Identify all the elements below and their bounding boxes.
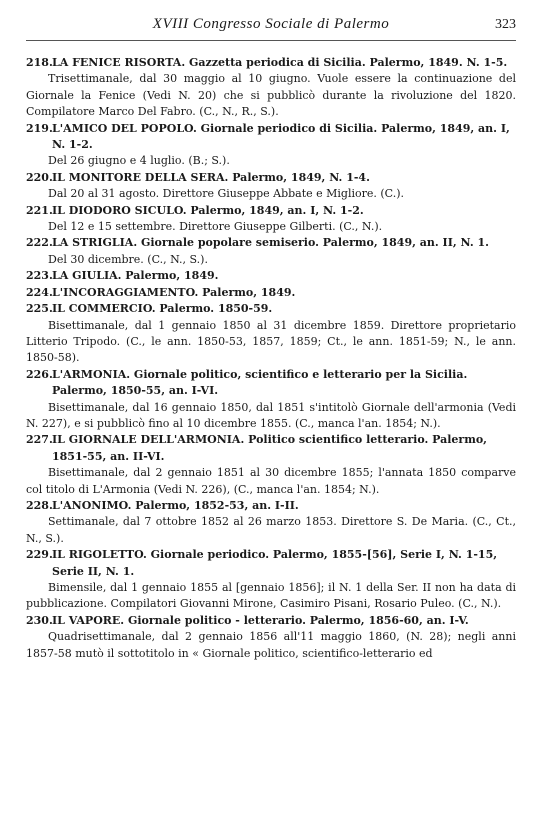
- page-number: 323: [495, 17, 516, 32]
- entry-title: IL RIGOLETTO. Giornale periodico. Palermo, 1855-[56], Serie I, N. 1-15, Serie II, N. 1.: [52, 548, 498, 578]
- bibliography-entry: [26, 547, 516, 613]
- bibliography-entry: [26, 301, 516, 367]
- entry-heading: [26, 121, 516, 154]
- bibliography-entry: [26, 498, 516, 547]
- entry-description: Bimensile, dal 1 gennaio 1855 al [gennaio 1856]; il N. 1 della Ser. II non ha data di pubblicazione. Compilatori Giovanni Mirone, Casimiro Pisani, Rosario Puleo. (C., N.).: [26, 581, 516, 611]
- bibliography-entry: [26, 432, 516, 498]
- bibliography-entry: [26, 235, 516, 268]
- bibliography-entry: [26, 203, 516, 236]
- entry-heading: [26, 367, 516, 400]
- bibliography-entry: [26, 121, 516, 170]
- bibliography-entry: [26, 367, 516, 433]
- entry-description: Bisettimanale, dal 16 gennaio 1850, dal 1851 s'intitolò Giornale dell'armonia (Vedi N. 227), e si pubblicò fino al 10 dicembre 1855. (C., manca l'an. 1854; N.).: [26, 400, 516, 430]
- entry-heading: [26, 268, 516, 284]
- entry-title: IL VAPORE. Giornale politico - letterario. Palermo, 1856-60, an. I-V.: [52, 613, 469, 627]
- entry-heading: [26, 432, 516, 465]
- entry-heading: [26, 170, 516, 186]
- entry-heading: [26, 301, 516, 317]
- entry-title: LA STRIGLIA. Giornale popolare semiserio. Palermo, 1849, an. II, N. 1.: [52, 236, 489, 250]
- entry-title: IL GIORNALE DELL'ARMONIA. Politico scientifico letterario. Palermo, 1851-55, an. II-VI.: [52, 433, 487, 463]
- entry-number: 221.: [26, 203, 53, 217]
- entry-title: LA FENICE RISORTA. Gazzetta periodica di Sicilia. Palermo, 1849. N. 1-5.: [52, 56, 508, 69]
- entry-heading: [26, 547, 516, 580]
- entry-number: 222.: [26, 236, 53, 250]
- entry-description: Quadrisettimanale, dal 2 gennaio 1856 all'11 maggio 1860, (N. 28); negli anni 1857-58 mutò il sottotitolo in « Giornale politico, scientifico-letterario ed: [26, 630, 516, 660]
- entry-title: IL COMMERCIO. Palermo. 1850-59.: [52, 302, 273, 316]
- entry-description: Bisettimanale, dal 1 gennaio 1850 al 31 dicembre 1859. Direttore proprietario Litterio Tripodo. (C., le ann. 1850-53, 1857, 1859; Ct., le ann. 1851-59; N., le ann. 1850-58).: [26, 318, 516, 365]
- entry-title: L'ANONIMO. Palermo, 1852-53, an. I-II.: [52, 498, 299, 512]
- entry-number: 219.: [26, 121, 53, 135]
- bibliography-entry: [26, 55, 516, 121]
- entry-number: 220.: [26, 170, 53, 184]
- entry-number: 224.: [26, 285, 53, 299]
- entry-title: L'ARMONIA. Giornale politico, scientifico e letterario per la Sicilia. Palermo, 1850-55, an. I-VI.: [52, 367, 468, 398]
- entry-description: Bisettimanale, dal 2 gennaio 1851 al 30 dicembre 1855; l'annata 1850 comparve col titolo di L'Armonia (Vedi N. 226), (C., manca l'an. 1854; N.).: [26, 466, 516, 496]
- entry-heading: [26, 203, 516, 219]
- entry-number: 229.: [26, 548, 53, 562]
- entry-heading: [26, 285, 516, 301]
- entry-title: IL MONITORE DELLA SERA. Palermo, 1849, N. 1-4.: [52, 170, 370, 184]
- entry-title: LA GIULIA. Palermo, 1849.: [52, 269, 219, 283]
- bibliography-entry: [26, 170, 516, 203]
- entry-number: 218.: [26, 56, 53, 69]
- entry-heading: [26, 235, 516, 251]
- running-title: XVIII Congresso Sociale di Palermo: [152, 16, 390, 32]
- entry-description: Del 26 giugno e 4 luglio. (B.; S.).: [48, 154, 230, 168]
- entry-title: IL DIODORO SICULO. Palermo, 1849, an. I, N. 1-2.: [52, 203, 364, 217]
- entry-heading: [26, 498, 516, 514]
- entry-number: 225.: [26, 302, 53, 316]
- entry-description: Del 30 dicembre. (C., N., S.).: [48, 252, 208, 266]
- entry-number: 230.: [26, 613, 53, 627]
- entry-heading: [26, 55, 516, 71]
- bibliography-entry: [26, 285, 516, 301]
- entry-number: 227.: [26, 433, 53, 447]
- entry-number: 228.: [26, 498, 53, 512]
- entry-number: 223.: [26, 269, 53, 283]
- entry-number: 226.: [26, 367, 53, 381]
- entry-title: L'INCORAGGIAMENTO. Palermo, 1849.: [52, 285, 296, 299]
- entry-title: L'AMICO DEL POPOLO. Giornale periodico di Sicilia. Palermo, 1849, an. I, N. 1-2.: [52, 121, 510, 152]
- bibliography-entry: [26, 613, 516, 662]
- bibliography-list: [26, 55, 516, 662]
- entry-description: Settimanale, dal 7 ottobre 1852 al 26 marzo 1853. Direttore S. De Maria. (C., Ct., N., S.).: [26, 515, 516, 545]
- bibliography-entry: [26, 268, 516, 284]
- entry-heading: [26, 613, 516, 629]
- running-header: [26, 10, 516, 41]
- entry-description: Dal 20 al 31 agosto. Direttore Giuseppe Abbate e Migliore. (C.).: [48, 187, 404, 201]
- entry-description: Trisettimanale, dal 30 maggio al 10 giugno. Vuole essere la continuazione del Giornale la Fenice (Vedi N. 20) che si pubblicò durante la rivoluzione del 1820. Compilatore Marco Del Fabro. (C., N., R., S.).: [26, 72, 516, 119]
- entry-description: Del 12 e 15 settembre. Direttore Giuseppe Gilberti. (C., N.).: [48, 220, 383, 234]
